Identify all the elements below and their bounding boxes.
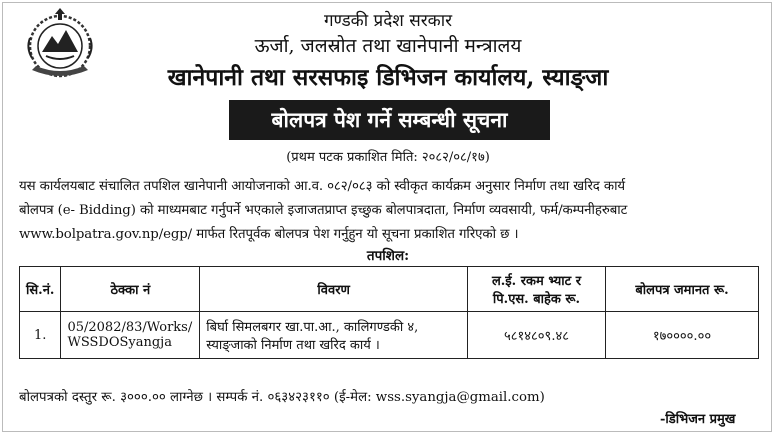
office-title: खानेपानी तथा सरसफाइ डिभिजन कार्यालय, स्याङ्जा [167,64,609,91]
ministry-line: ऊर्जा, जलस्रोत तथा खानेपानी मन्त्रालय [254,35,522,57]
publication-date: (प्रथम पटक प्रकाशित मिति: २०८२/०८/१७) [286,150,490,165]
bid-details-table [19,266,759,359]
description-line-1: बिर्घा सिमलबगर खा.पा.आ., कालिगण्डकी ४, [206,320,419,335]
table-header-row [20,267,759,312]
header-description: विवरण [200,267,468,312]
fee-and-contact-line: बोलपत्रको दस्तुर रू. ३०००.०० लाग्नेछ । सम्पर्क नं. ०६३४२३११० (ई-मेल: wss.syangja@gmail.com) [19,390,545,405]
notice-text-line-2: बोलपत्र (e- Bidding) को माध्यमबाट गर्नुपर्ने भएकाले इजाजतप्राप्त इच्छुक बोलपात्रदाता, निर्माण व्यवसायी, फर्म/कम्पनीहरुबाट [19,203,628,218]
cell-serial-number: 1. [20,312,61,359]
cell-cost-estimate: ५८१४८०९.४८ [468,312,606,359]
notice-text-line-3: www.bolpatra.gov.np/egp/ मार्फत रितपूर्वक बोलपत्र पेश गर्नुहुन यो सूचना प्रकाशित गरिएको छ । [19,227,519,242]
cell-description [200,312,468,359]
province-government-line: गण्डकी प्रदेश सरकार [323,11,453,31]
header-cost-estimate-line-1: ल.ई. रकम भ्याट र [491,274,582,289]
notice-text-line-1: यस कार्यलयबाट संचालित तपशिल खानेपानी आयोजनाको आ.व. ०८२/०८३ को स्वीकृत कार्यक्रम अनुसार निर्माण तथा खरिद कार्य [19,179,626,194]
description-line-2: स्याङ्जाको निर्माण तथा खरिद कार्य । [206,338,380,353]
header-serial-number: सि.नं. [20,267,61,312]
contract-number-line-2: WSSDOSyangja [67,335,172,350]
header-cost-estimate [468,267,606,312]
table-row [20,312,759,359]
header-contract-number: ठेक्का नं [61,267,200,312]
cell-contract-number [61,312,200,359]
signatory: -डिभिजन प्रमुख [660,412,736,427]
notice-title-banner: बोलपत्र पेश गर्ने सम्बन्धी सूचना [229,100,550,140]
contract-number-line-1: 05/2082/83/Works/ [67,320,193,335]
header-cost-estimate-line-2: पि.एस. बाहेक रू. [492,292,581,307]
cell-bid-security: १७००००.०० [605,312,758,359]
details-heading: तपशिल: [366,248,410,264]
header-bid-security: बोलपत्र जमानत रू. [605,267,758,312]
